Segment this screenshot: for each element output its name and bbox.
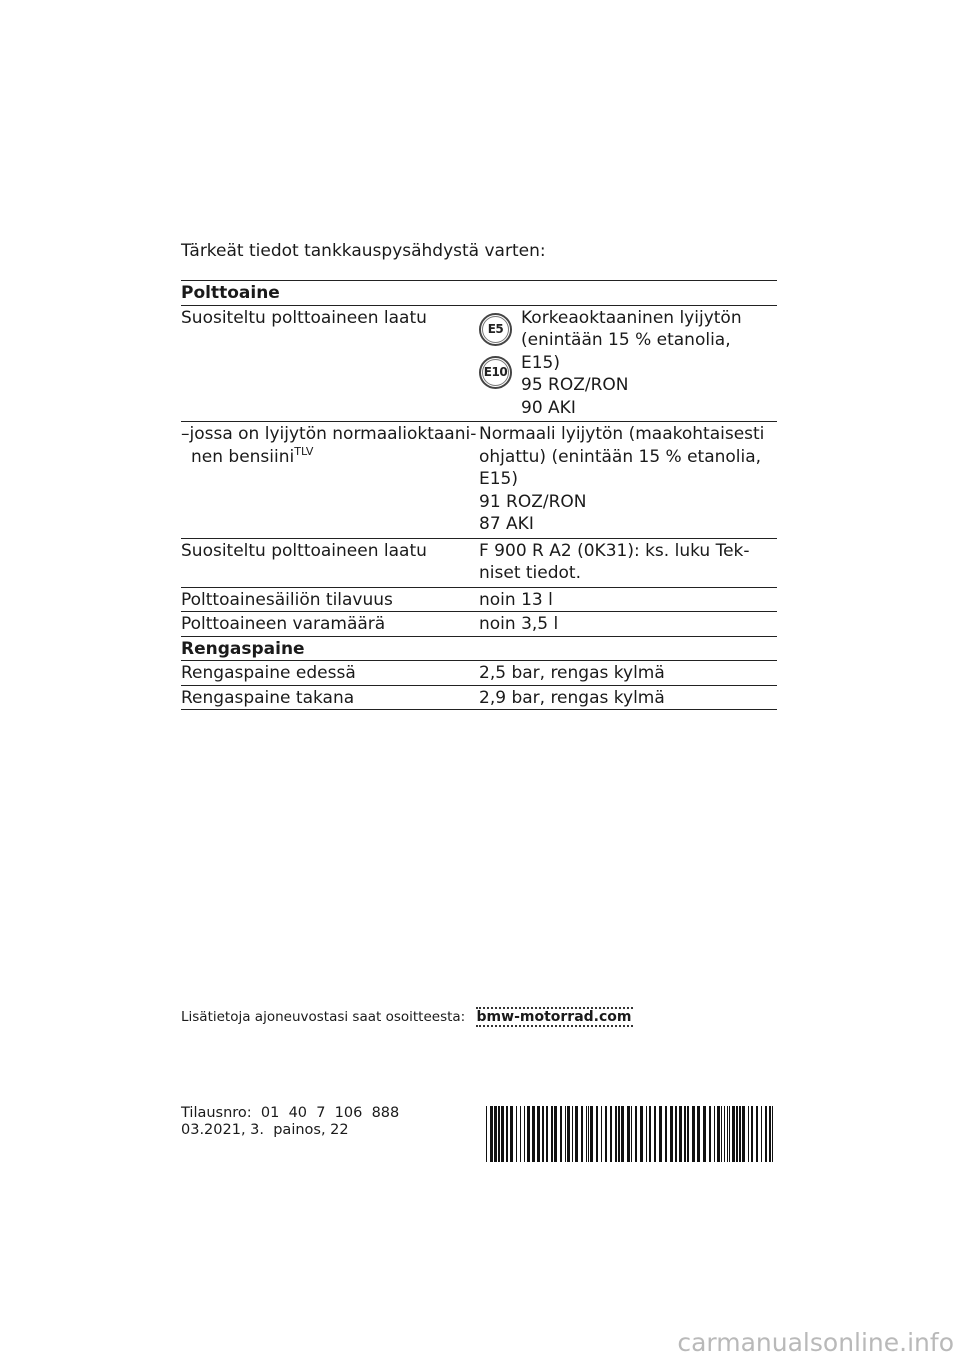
- barcode-bar: [692, 1106, 695, 1162]
- barcode-bar: [649, 1106, 651, 1162]
- recommended-fuel-a2-label: Suositeltu polttoaineen laatu: [181, 540, 427, 561]
- intro-text: Tärkeät tiedot tankkauspysähdystä varten:: [181, 241, 546, 261]
- barcode-bar: [605, 1106, 607, 1162]
- watermark-text: carmanualsonline.info: [677, 1328, 954, 1357]
- barcode-bar: [751, 1106, 753, 1162]
- barcode-bar: [494, 1106, 497, 1162]
- barcode-bar: [581, 1106, 583, 1162]
- barcode-bar: [537, 1106, 540, 1162]
- fuel-reserve-label: Polttoaineen varamäärä: [181, 614, 386, 634]
- normal-fuel-value: Normaali lyijytön (maakohtaisesti ohjattu) (enintään 15 % etanolia, E15) 91 ROZ/RON 87 AKI: [479, 424, 765, 534]
- tank-capacity-value: noin 13 l: [479, 589, 553, 610]
- barcode-bar: [498, 1106, 500, 1162]
- barcode-bar: [765, 1106, 767, 1162]
- barcode-bar: [756, 1106, 758, 1162]
- fuel-badges: [479, 307, 521, 420]
- barcode-bar: [586, 1106, 587, 1162]
- barcode-bar: [729, 1106, 730, 1162]
- barcode-bar: [635, 1106, 637, 1162]
- barcode-bar: [542, 1106, 544, 1162]
- front-pressure-value: 2,5 bar, rengas kylmä: [479, 663, 665, 683]
- normal-fuel-label: –jossa on lyijytön normaalioktaani- nen bensiini$^{TLV}$: [181, 424, 477, 467]
- barcode-bar: [732, 1106, 735, 1162]
- tyre-heading-row: [181, 636, 777, 661]
- barcode-bar: [572, 1106, 573, 1162]
- order-number: Tilausnro: 01 40 7 106 888: [181, 1105, 400, 1121]
- barcode-bar: [739, 1106, 741, 1162]
- barcode-bar: [615, 1106, 617, 1162]
- barcode-bar: [610, 1106, 612, 1162]
- fuel-reserve-value: noin 3,5 l: [479, 614, 559, 634]
- barcode: [486, 1106, 778, 1162]
- barcode-bar: [560, 1106, 562, 1162]
- front-pressure-row: [181, 660, 777, 685]
- barcode-bar: [601, 1106, 602, 1162]
- barcode-bar: [697, 1106, 700, 1162]
- barcode-bar: [717, 1106, 720, 1162]
- e10-badge-icon: E10: [479, 356, 512, 389]
- rear-pressure-row: [181, 685, 777, 711]
- fuel-heading-row: [181, 280, 777, 305]
- barcode-bar: [727, 1106, 728, 1162]
- barcode-bar: [524, 1106, 525, 1162]
- recommended-fuel-label: Suositeltu polttoaineen laatu: [181, 307, 427, 328]
- barcode-bar: [709, 1106, 711, 1162]
- barcode-bar: [501, 1106, 504, 1162]
- barcode-bar: [679, 1106, 682, 1162]
- barcode-bar: [565, 1106, 566, 1162]
- website-link[interactable]: bmw-motorrad.com: [476, 1009, 632, 1025]
- barcode-bar: [646, 1106, 647, 1162]
- barcode-bar: [665, 1106, 667, 1162]
- tank-capacity-row: [181, 587, 777, 612]
- barcode-bar: [654, 1106, 656, 1162]
- recommended-fuel-a2-value: F 900 R A2 (0K31): ks. luku Tek- niset tiedot.: [479, 540, 750, 583]
- barcode-bar: [575, 1106, 578, 1162]
- fuel-reserve-row: [181, 611, 777, 636]
- front-pressure-label: Rengaspaine edessä: [181, 663, 356, 683]
- barcode-bar: [590, 1106, 593, 1162]
- barcode-bar: [675, 1106, 677, 1162]
- barcode-bar: [684, 1106, 686, 1162]
- barcode-bar: [506, 1106, 508, 1162]
- barcode-bar: [490, 1106, 493, 1162]
- tank-capacity-label: Polttoainesäiliön tilavuus: [181, 589, 393, 610]
- rear-pressure-label: Rengaspaine takana: [181, 687, 355, 708]
- barcode-bar: [761, 1106, 762, 1162]
- barcode-bar: [486, 1106, 487, 1162]
- barcode-bar: [588, 1106, 589, 1162]
- barcode-bar: [532, 1106, 535, 1162]
- barcode-bar: [772, 1106, 773, 1162]
- barcode-bar: [551, 1106, 553, 1162]
- barcode-bar: [659, 1106, 662, 1162]
- barcode-bar: [742, 1106, 745, 1162]
- barcode-bar: [596, 1106, 598, 1162]
- barcode-bar: [618, 1106, 620, 1162]
- edition-info: 03.2021, 3. painos, 22: [181, 1122, 349, 1138]
- normal-fuel-row: [181, 421, 777, 538]
- barcode-bar: [687, 1106, 689, 1162]
- barcode-bar: [721, 1106, 722, 1162]
- barcode-bar: [546, 1106, 548, 1162]
- barcode-bar: [748, 1106, 749, 1162]
- barcode-bar: [714, 1106, 715, 1162]
- barcode-bar: [769, 1106, 771, 1162]
- more-info-line: [181, 1008, 633, 1026]
- barcode-bar: [510, 1106, 513, 1162]
- barcode-bar: [640, 1106, 643, 1162]
- barcode-bar: [736, 1106, 738, 1162]
- barcode-bar: [724, 1106, 725, 1162]
- e5-badge-icon: E5: [479, 313, 512, 346]
- order-info: [181, 1105, 399, 1139]
- barcode-bar: [621, 1106, 624, 1162]
- barcode-bar: [627, 1106, 630, 1162]
- spec-table: [181, 280, 777, 710]
- fuel-heading: Polttoaine: [181, 283, 280, 303]
- barcode-bar: [703, 1106, 706, 1162]
- barcode-bar: [567, 1106, 570, 1162]
- barcode-bar: [670, 1106, 673, 1162]
- barcode-bar: [631, 1106, 632, 1162]
- more-info-text: Lisätietoja ajoneuvostasi saat osoitteesta:: [181, 1009, 466, 1025]
- tlv-superscript: TLV: [294, 444, 314, 458]
- barcode-bar: [520, 1106, 521, 1162]
- barcode-bar: [527, 1106, 530, 1162]
- recommended-fuel-a2-row: [181, 538, 777, 587]
- recommended-fuel-value: Korkeaoktaaninen lyijytön (enintään 15 % etanolia, E15) 95 ROZ/RON 90 AKI: [521, 307, 742, 418]
- tyre-heading: Rengaspaine: [181, 638, 305, 659]
- rear-pressure-value: 2,9 bar, rengas kylmä: [479, 687, 665, 708]
- recommended-fuel-row: [181, 305, 777, 422]
- barcode-bar: [554, 1106, 557, 1162]
- barcode-bar: [516, 1106, 517, 1162]
